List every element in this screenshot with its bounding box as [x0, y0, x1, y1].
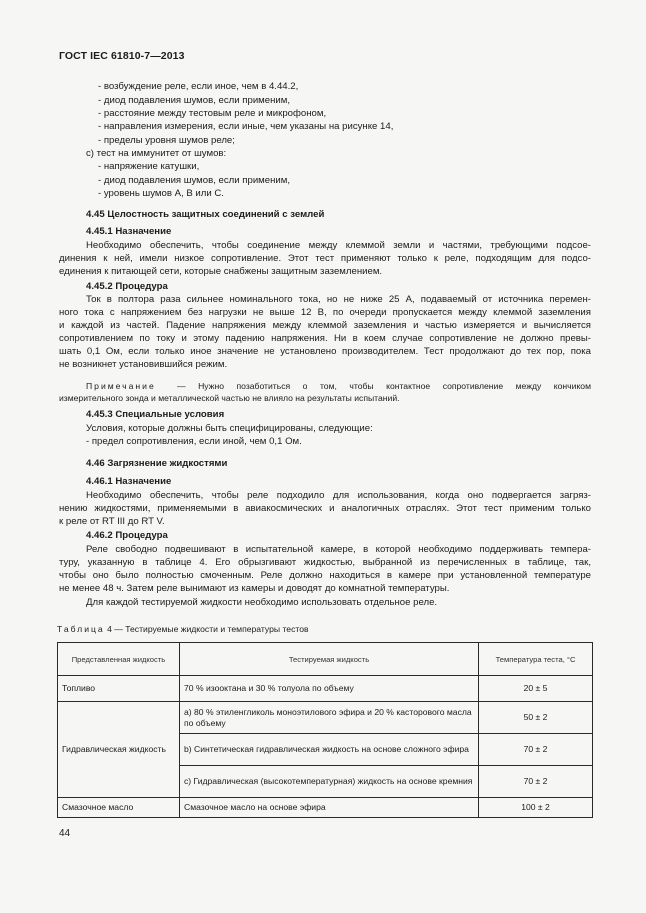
text-line: - возбуждение реле, если иное, чем в 4.44.2, — [98, 81, 299, 92]
page-number: 44 — [59, 828, 71, 839]
temperature-cell: 50 ± 2 — [479, 702, 593, 734]
text-line: - диод подавления шумов, если применим, — [98, 95, 291, 106]
text-line: Необходимо обеспечить, чтобы реле подходило для использования, когда оно подвергается загряз- — [86, 490, 591, 501]
table-row — [58, 798, 593, 818]
subsection-heading: 4.45.1 Назначение — [86, 226, 172, 237]
text-line: к реле от RT III до RT V. — [59, 516, 165, 527]
text-line: динения к ней, имели низкое сопротивление. Этот тест применяют только к реле, подходящим для подсо- — [59, 253, 591, 264]
liquid-category-cell: Смазочное масло — [58, 798, 180, 818]
temperature-cell: 70 ± 2 — [479, 766, 593, 798]
header-cell: Тестируемая жидкость — [180, 643, 479, 676]
header-cell: Представленная жидкость — [58, 643, 180, 676]
subsection-heading: 4.46.1 Назначение — [86, 476, 172, 487]
text-line: не возникнет установившийся режим. — [59, 359, 228, 370]
table-caption-text: 4 — Тестируемые жидкости и температуры тестов — [107, 624, 309, 634]
text-line: не менее 48 ч. Затем реле вынимают из камеры и доводят до комнатной температуры. — [59, 583, 450, 594]
section-heading: 4.46 Загрязнение жидкостями — [86, 458, 228, 469]
text-line: и каждой из частей. Падение напряжения между клеммой заземления и частью измеряется и вычисляется — [59, 320, 591, 331]
subsection-heading: 4.45.2 Процедура — [86, 281, 168, 292]
text-line: Условия, которые должны быть специфицированы, следующие: — [86, 423, 373, 434]
text-line: сопротивлением по току и этому падению напряжения. Ни в коем случае сопротивление не должно превы- — [59, 333, 591, 344]
note-label: Примечание — [86, 381, 156, 391]
liquids-table — [57, 642, 593, 818]
temperature-cell: 70 ± 2 — [479, 734, 593, 766]
standard-header: ГОСТ IEC 61810-7—2013 — [59, 50, 185, 62]
tested-liquid-cell: b) Синтетическая гидравлическая жидкость на основе сложного эфира — [180, 734, 479, 766]
temperature-cell: 20 ± 5 — [479, 676, 593, 702]
section-heading: 4.45 Целостность защитных соединений с землей — [86, 209, 325, 220]
text-line: единения к питающей сети, которые снабжены защитным заземлением. — [59, 266, 383, 277]
text-line: Реле свободно подвешивают в испытательной камере, в которой необходимо поддерживать темпера- — [86, 544, 591, 555]
text-line: - уровень шумов А, В или С. — [98, 188, 224, 199]
liquid-category-cell: Гидравлическая жидкость — [58, 702, 180, 798]
note-text: измерительного зонда и металлической частью не влияло на результаты испытаний. — [59, 393, 400, 403]
text-line: Для каждой тестируемой жидкости необходимо использовать отдельное реле. — [86, 597, 438, 608]
subsection-heading: 4.46.2 Процедура — [86, 530, 168, 541]
table-caption-label: Таблица — [57, 624, 105, 634]
tested-liquid-cell: а) 80 % этиленгликоль моноэтилового эфира и 20 % касторового масла по объему — [180, 702, 479, 734]
temperature-cell: 100 ± 2 — [479, 798, 593, 818]
tested-liquid-cell: 70 % изооктана и 30 % толуола по объему — [180, 676, 479, 702]
text-line: - направления измерения, если иные, чем указаны на рисунке 14, — [98, 121, 394, 132]
text-line: ного тока с напряжением без нагрузки не выше 12 В, по очереди пропускается между клеммой заземления — [59, 307, 591, 318]
text-line: нению жидкостями, применяемыми в авиакосмических и аналогичных отраслях. Этот тест применим только — [59, 503, 591, 514]
text-line: - диод подавления шумов, если применим, — [98, 175, 291, 186]
tested-liquid-cell: с) Гидравлическая (высокотемпературная) жидкость на основе кремния — [180, 766, 479, 798]
table-row — [58, 702, 593, 734]
subsection-heading: 4.45.3 Специальные условия — [86, 409, 225, 420]
text-line: - расстояние между тестовым реле и микрофоном, — [98, 108, 327, 119]
liquid-category-cell: Топливо — [58, 676, 180, 702]
text-line: с) тест на иммунитет от шумов: — [86, 148, 227, 159]
table-caption — [57, 624, 309, 634]
header-cell: Температура теста, °С — [479, 643, 593, 676]
text-line: Необходимо обеспечить, чтобы соединение между клеммой земли и частями, требующими подсое- — [86, 240, 591, 251]
text-line: - предел сопротивления, если иной, чем 0,1 Ом. — [86, 436, 302, 447]
text-line: туру, указанную в таблице 4. Его обрызгивают жидкостью, выбранной из перечисленных в таблице, так, — [59, 557, 591, 568]
text-line: - напряжение катушки, — [98, 161, 200, 172]
text-line: шать 0,1 Ом, если только иное значение не установлено производителем. Тест продолжают до тех пор, пока — [59, 346, 591, 357]
table-row — [58, 676, 593, 702]
table-header-row — [58, 643, 593, 676]
text-line: Ток в полтора раза сильнее номинального тока, но не ниже 25 А, подаваемый от источника перемен- — [86, 294, 591, 305]
text-line: - пределы уровня шумов реле; — [98, 135, 235, 146]
tested-liquid-cell: Смазочное масло на основе эфира — [180, 798, 479, 818]
note-text: — Нужно позаботиться о том, чтобы контактное сопротивление между кончиком — [177, 381, 591, 391]
text-line: чтобы оно было полностью смоченным. Реле должно находиться в камере при установленной температуре — [59, 570, 591, 581]
